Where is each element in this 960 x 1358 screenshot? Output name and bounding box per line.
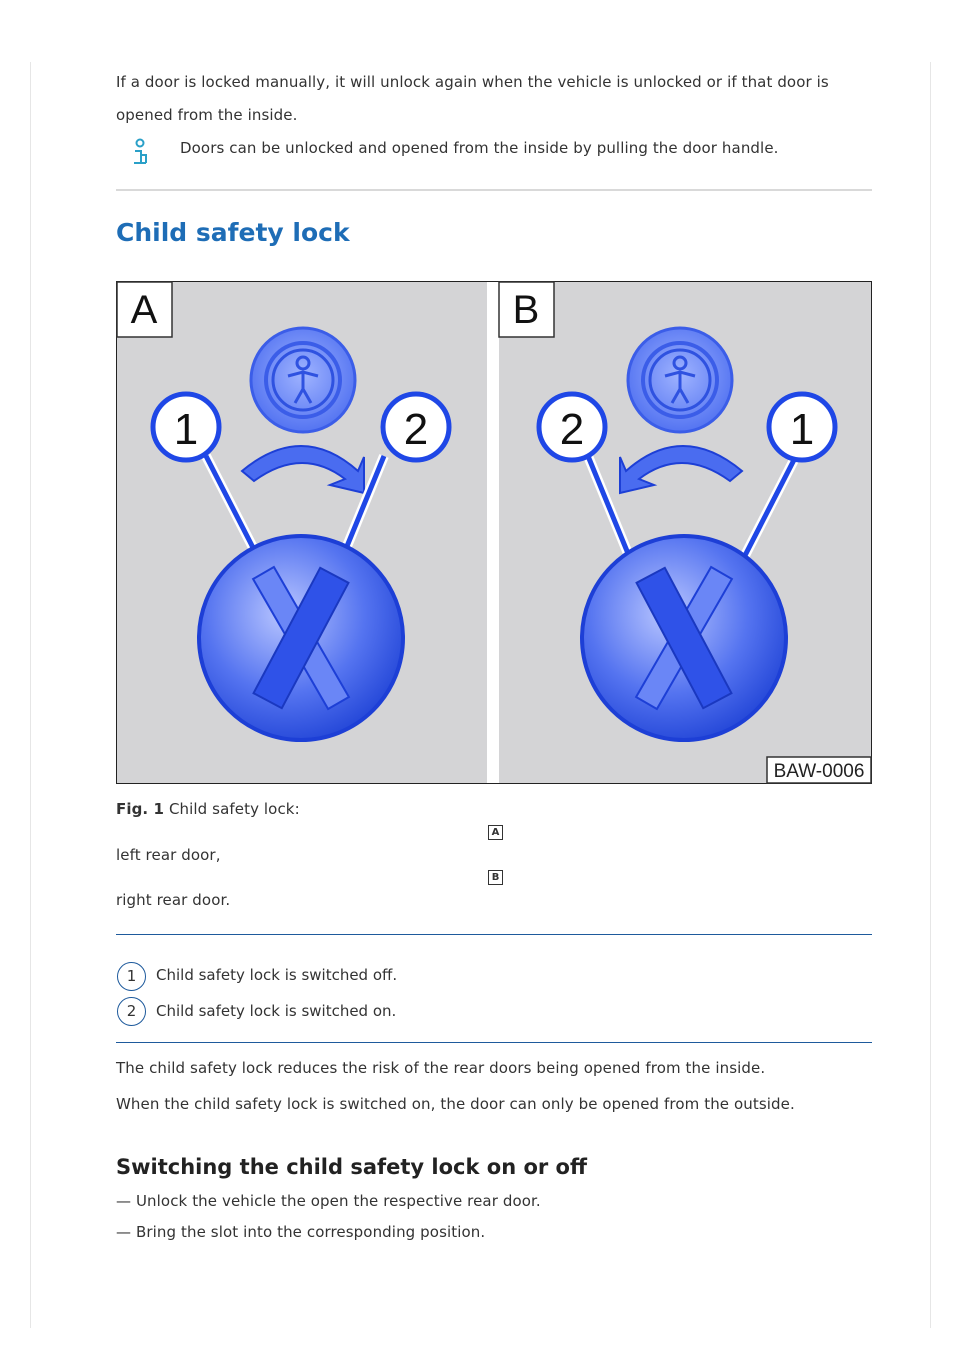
svg-text:1: 1 — [789, 405, 815, 454]
panel-b-label: B — [512, 288, 540, 332]
legend-divider-bottom — [116, 1042, 872, 1043]
panel-a-label: A — [130, 288, 158, 332]
svg-text:2: 2 — [559, 405, 585, 454]
caption-item-a: left rear door, — [116, 846, 221, 864]
figure-label: Fig. 1 — [116, 800, 165, 818]
step-item: — Bring the slot into the corresponding position. — [116, 1223, 486, 1241]
body-paragraph: The child safety lock reduces the risk of the rear doors being opened from the inside. — [116, 1059, 766, 1077]
note-text: Doors can be unlocked and opened from the inside by pulling the door handle. — [180, 139, 779, 157]
lock-knob — [582, 536, 786, 740]
figure-code: BAW-0006 — [773, 761, 865, 782]
legend-item: Child safety lock is switched off. — [156, 966, 398, 984]
intro-paragraph: If a door is locked manually, it will unlock again when the vehicle is unlocked or if that door is opened from the inside. — [116, 73, 829, 124]
step-item: — Unlock the vehicle the open the respective rear door. — [116, 1192, 541, 1210]
info-icon — [130, 138, 150, 168]
section-title: Child safety lock — [116, 218, 350, 247]
legend-item: Child safety lock is switched on. — [156, 1002, 397, 1020]
child-icon — [628, 328, 732, 432]
svg-text:2: 2 — [403, 405, 429, 454]
caption-letter-b: B — [488, 870, 503, 885]
page-margin-right — [930, 62, 931, 1328]
body-paragraph: When the child safety lock is switched on, the door can only be opened from the outside. — [116, 1095, 795, 1113]
legend-number: 2 — [117, 997, 146, 1026]
page-margin-left — [30, 62, 31, 1328]
divider — [116, 189, 872, 191]
legend-number: 1 — [117, 962, 146, 991]
lock-knob — [199, 536, 403, 740]
caption-letter-a: A — [488, 825, 503, 840]
callout-2 — [539, 394, 605, 460]
callout-2 — [383, 394, 449, 460]
svg-text:1: 1 — [173, 405, 199, 454]
subsection-title: Switching the child safety lock on or off — [116, 1155, 587, 1179]
callout-1 — [153, 394, 219, 460]
caption-text: Child safety lock: — [168, 800, 300, 818]
child-lock-figure — [116, 281, 872, 784]
child-icon — [251, 328, 355, 432]
legend-divider-top — [116, 934, 872, 935]
caption-item-b: right rear door. — [116, 891, 231, 909]
figure-caption — [116, 800, 300, 818]
callout-1 — [769, 394, 835, 460]
